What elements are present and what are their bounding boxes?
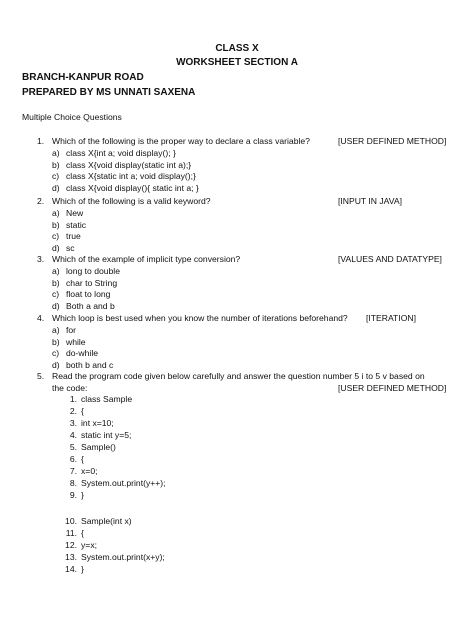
code-line-number: 4.	[69, 430, 77, 440]
code-line-number: 10.	[65, 516, 77, 526]
option-text: long to double	[66, 266, 120, 276]
option-letter: a)	[52, 148, 60, 158]
code-line-text: {	[81, 528, 84, 538]
option-letter: d)	[52, 242, 60, 253]
code-line-number: 13.	[65, 552, 77, 562]
option-text: do-while	[66, 348, 99, 359]
section-title: Multiple Choice Questions	[22, 112, 122, 122]
prepared-by-heading: PREPARED BY MS UNNATI SAXENA	[22, 87, 196, 98]
option-text: sc	[66, 242, 75, 253]
option-letter: b)	[52, 277, 60, 288]
option-text: float to long	[66, 289, 111, 300]
code-line-number: 12.	[65, 540, 77, 550]
option-text: while	[66, 336, 86, 347]
code-line-number: 9.	[69, 490, 77, 500]
question-number: 4.	[37, 313, 45, 323]
code-line-text: {	[81, 454, 84, 464]
option-letter: c)	[52, 348, 60, 359]
code-line-number: 3.	[69, 418, 77, 428]
question-number: 1.	[37, 136, 45, 146]
option-letter: c)	[52, 171, 60, 182]
worksheet-heading: WORKSHEET SECTION A	[176, 57, 298, 68]
option-text: static	[66, 219, 87, 230]
code-line-text: Sample(int x)	[81, 516, 132, 526]
code-line-text: y=x;	[81, 540, 97, 550]
option-text: class X{void display(static int a);}	[66, 159, 192, 170]
question-text: Which of the following is a valid keyword?	[52, 196, 211, 206]
option-letter: a)	[52, 325, 60, 335]
code-line-number: 8.	[69, 478, 77, 488]
code-line-text: System.out.print(y++);	[81, 478, 166, 488]
question-topic-tag: [ITERATION]	[366, 313, 416, 323]
code-line-text: }	[81, 490, 84, 500]
code-line-number: 6.	[69, 454, 77, 464]
code-line-number: 7.	[69, 466, 77, 476]
option-text: true	[66, 231, 81, 242]
question-text: Which loop is best used when you know the number of iterations beforehand?	[52, 313, 348, 323]
class-heading: CLASS X	[215, 43, 259, 54]
code-line-number: 5.	[69, 442, 77, 452]
option-text: for	[66, 325, 77, 335]
question-number: 5.	[37, 371, 45, 381]
code-line-text: }	[81, 564, 84, 574]
question-number: 2.	[37, 196, 45, 206]
option-letter: c)	[52, 289, 60, 300]
question-number: 3.	[37, 254, 45, 264]
question-text: Which of the example of implicit type conversion?	[52, 254, 241, 264]
question-topic-tag: [USER DEFINED METHOD]	[338, 383, 447, 393]
code-line-text: Sample()	[81, 442, 116, 452]
code-line-text: class Sample	[81, 394, 133, 404]
option-letter: a)	[52, 208, 60, 218]
option-text: both b and c	[66, 359, 114, 370]
question-text-continued: the code:	[52, 383, 88, 393]
option-letter: a)	[52, 266, 60, 276]
option-text: class X{void display(){ static int a; }	[66, 182, 199, 193]
code-line-text: System.out.print(x+y);	[81, 552, 165, 562]
option-letter: c)	[52, 231, 60, 242]
question-topic-tag: [VALUES AND DATATYPE]	[338, 254, 442, 264]
code-line-number: 11.	[65, 528, 77, 538]
option-letter: d)	[52, 182, 60, 193]
code-line-text: x=0;	[81, 466, 98, 476]
code-line-number: 2.	[69, 406, 77, 416]
option-letter: b)	[52, 219, 60, 230]
code-line-text: {	[81, 406, 84, 416]
option-text: Both a and b	[66, 300, 115, 311]
option-letter: b)	[52, 159, 60, 170]
question-topic-tag: [INPUT IN JAVA]	[338, 196, 402, 206]
code-line-number: 1.	[69, 394, 77, 404]
option-text: class X{int a; void display(); }	[66, 148, 176, 158]
option-letter: b)	[52, 336, 60, 347]
option-letter: d)	[52, 300, 60, 311]
code-line-text: int x=10;	[81, 418, 114, 428]
code-line-number: 14.	[65, 564, 77, 574]
code-line-text: static int y=5;	[81, 430, 132, 440]
option-letter: d)	[52, 359, 60, 370]
branch-heading: BRANCH-KANPUR ROAD	[22, 72, 144, 83]
question-text: Which of the following is the proper way to declare a class variable?	[52, 136, 310, 146]
option-text: class X{static int a; void display();}	[66, 171, 196, 182]
question-topic-tag: [USER DEFINED METHOD]	[338, 136, 447, 146]
question-text: Read the program code given below carefully and answer the question number 5 i to 5 v based on	[52, 371, 425, 381]
option-text: New	[66, 208, 84, 218]
option-text: char to String	[66, 277, 118, 288]
